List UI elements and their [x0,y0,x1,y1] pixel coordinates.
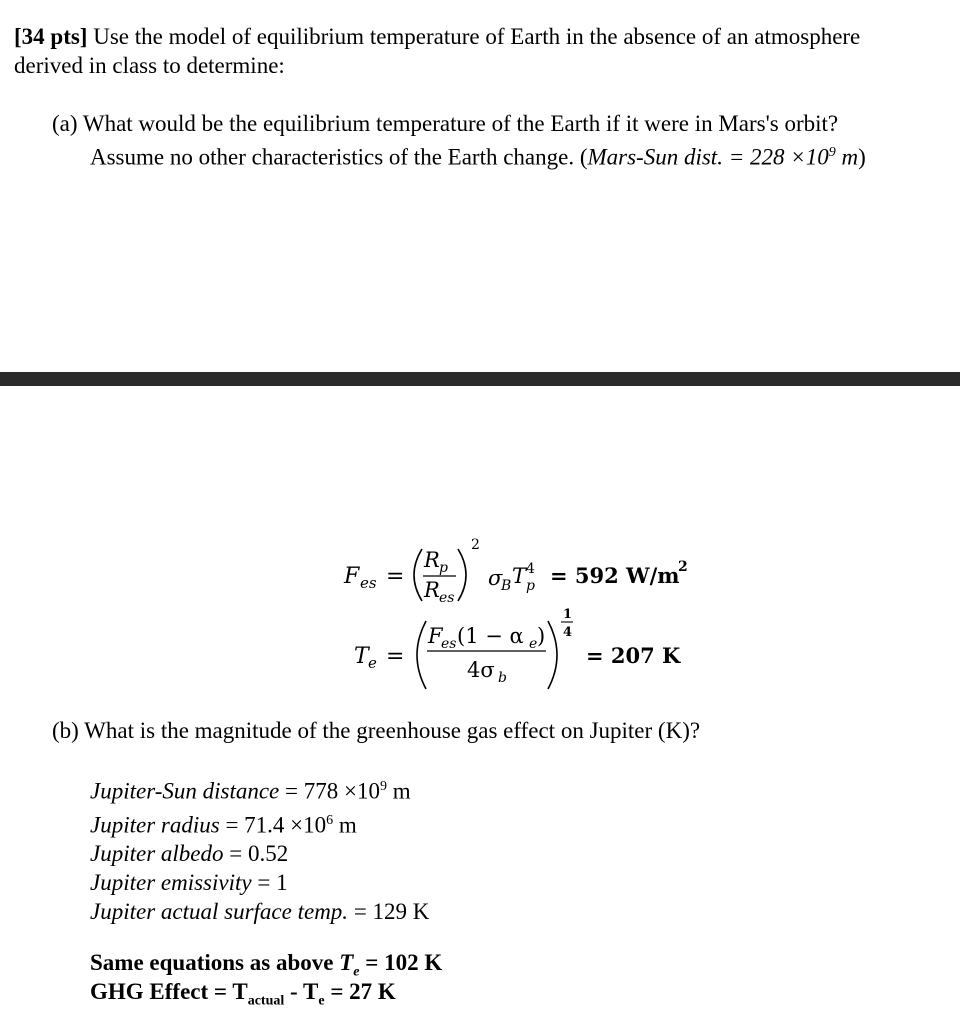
givens-list [90,772,429,926]
answer-line-2: GHG Effect = $T_{actual} - T_e = 27$ K [90,979,396,1009]
given-item: Jupiter-Sun distance = $778 \times 10^9$ m [90,778,411,804]
sigma-term: σ [488,566,503,590]
temp-num-rest: (1 − α [457,624,524,648]
temp-num-alpha-sub: e [529,636,538,652]
ratio-num-sub: p [439,560,448,576]
ratio-den: R [424,578,440,602]
temp-equation [354,607,681,689]
sigma-sub: B [501,578,512,594]
temp-den-sub: b [498,670,507,686]
temp-equals: = [386,644,405,669]
flux-equals: = [386,564,405,589]
temp-num-close: ) [537,624,546,648]
left-paren-2 [417,621,426,689]
exp-den: 4 [563,625,573,640]
temp-sup: 4 [526,561,535,577]
temp-num-sub: es [441,636,457,652]
given-item: Jupiter actual surface temp. = 129 K [90,899,430,925]
part-b-text: What is the magnitude of the greenhouse gas effect on Jupiter (K)? [84,718,701,743]
temp-num: F [428,624,443,648]
flux-equation [343,537,688,606]
temp-lhs-sub: e [368,654,377,672]
exp-num: 1 [563,607,573,622]
equations-block [330,525,730,705]
answer-line-1: Same equations as above $T_e = 102$ K [90,950,443,980]
temp-sub: p [526,578,535,594]
ratio-den-sub: es [439,590,455,606]
right-paren-1 [458,549,466,601]
left-paren-1 [414,549,422,601]
flux-result-exp: 2 [678,559,688,575]
part-a-question [52,109,838,138]
temp-result: = 207 K [586,643,681,668]
part-b-question [52,716,700,745]
temp-den: 4σ [467,658,495,682]
given-item: Jupiter radius = $71.4 \times 10^6$ m [90,812,357,838]
part-a-label: (a) [52,111,78,136]
part-a-line-1: What would be the equilibrium temperature of the Earth if it were in Mars's orbit? [82,111,839,136]
flux-lhs-sub: es [360,574,377,592]
flux-lhs: F [344,564,360,589]
ratio-exp: 2 [471,537,480,553]
problem-header [14,22,860,51]
right-paren-2 [548,621,557,689]
flux-result: = 592 W/m [550,563,680,588]
ratio-num: R [424,548,440,572]
given-item: Jupiter emissivity = 1 [90,870,288,896]
part-a-line-2: Assume no other characteristics of the Earth change. (Mars-Sun dist. = $228 \times 10^9$ m) [90,144,866,170]
temp-lhs: T [354,644,369,669]
section-divider [0,372,960,386]
intro-line-2: derived in class to determine: [14,53,285,78]
temp-term: T [512,564,527,588]
part-b-label: (b) [52,718,79,743]
intro-line-1: Use the model of equilibrium temperature of Earth in the absence of an atmosphere [93,24,861,49]
points-label: [34 pts] [14,24,88,49]
given-item: Jupiter albedo = 0.52 [90,841,289,867]
